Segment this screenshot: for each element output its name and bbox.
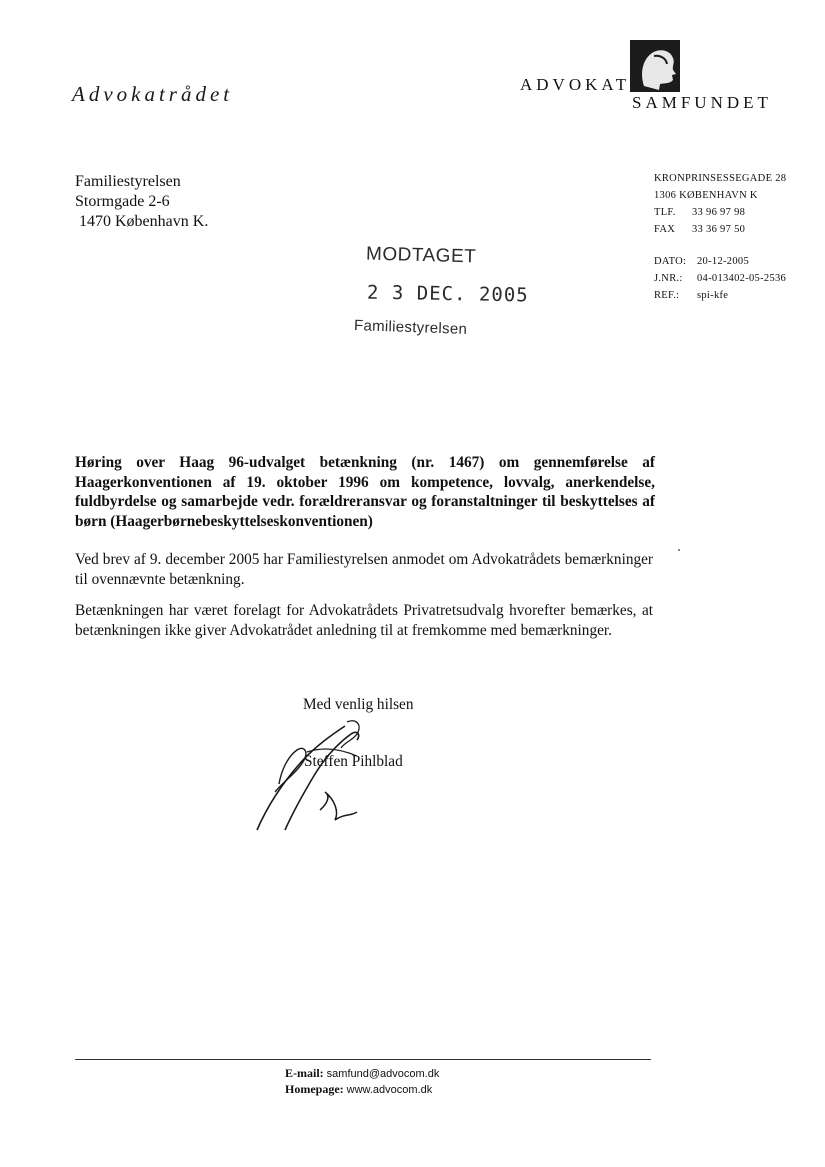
fax-label: FAX [654, 224, 676, 235]
sender-fax [654, 221, 786, 238]
body-paragraph-1: Ved brev af 9. december 2005 har Familiestyrelsen anmodet om Advokatrådets bemærkninger til ovennævnte betænkning. [75, 551, 653, 588]
date-line [654, 253, 786, 270]
body-paragraph-2: Betænkningen har været forelagt for Advokatrådets Privatretsudvalg hvorefter bemærkes, at betænkningen ikke giver Advokatrådet anledning til at fremkomme med bemærkninger. [75, 602, 653, 639]
recipient-street: Stormgade 2-6 [75, 193, 170, 210]
scan-speck [678, 549, 680, 551]
journal-value: 04-013402-05-2536 [697, 273, 787, 284]
profile-head-emblem-icon [630, 40, 680, 92]
received-stamp-date: 2 3 DEC. 2005 [366, 281, 529, 307]
closing-greeting: Med venlig hilsen [303, 696, 414, 713]
sender-city: 1306 KØBENHAVN K [654, 190, 758, 201]
phone-value: 33 96 97 98 [692, 207, 746, 218]
phone-label: TLF. [654, 207, 676, 218]
handwritten-signature [245, 712, 385, 842]
letter-subject: Høring over Haag 96-udvalget betænkning (nr. 1467) om gennemførelse af Haagerkonventionen af 19. oktober 1996 om kompetence, lovvalg, anerkendelse, fuldbyrdelse og samarbejde vedr. forældreransvar og foranstaltninger til beskyttelses af børn (Haagerbørnebeskyttelseskonventionen) [75, 454, 655, 530]
date-label: DATO: [654, 256, 687, 267]
received-stamp-title: MODTAGET [365, 243, 477, 268]
date-value: 20-12-2005 [697, 256, 749, 267]
logo-word-samfundet: SAMFUNDET [632, 93, 772, 112]
journal-line [654, 270, 786, 287]
ref-value: spi-kfe [697, 290, 729, 301]
ref-label: REF.: [654, 290, 680, 301]
sender-contact [654, 170, 786, 238]
fax-value: 33 36 97 50 [692, 224, 746, 235]
email-label: E-mail: [285, 1066, 324, 1080]
letterhead-brand: Advokatrådet [72, 82, 234, 106]
email-value[interactable]: samfund@advocom.dk [326, 1068, 440, 1080]
recipient-city: 1470 København K. [79, 213, 209, 230]
footer-homepage-line [285, 1082, 439, 1098]
received-stamp-org: Familiestyrelsen [353, 317, 468, 338]
recipient-address [75, 172, 208, 232]
footer-email-line [285, 1066, 439, 1082]
logo-word-advokat: ADVOKAT [520, 75, 631, 94]
reference-block [654, 253, 786, 304]
recipient-name: Familiestyrelsen [75, 173, 181, 190]
ref-line [654, 287, 786, 304]
footer-divider [75, 1059, 651, 1060]
homepage-value[interactable]: www.advocom.dk [346, 1084, 433, 1096]
signer-name: Steffen Pihlblad [304, 753, 403, 770]
footer-contact [285, 1066, 439, 1098]
sender-phone [654, 204, 786, 221]
sender-street: KRONPRINSESSEGADE 28 [654, 173, 787, 184]
journal-label: J.NR.: [654, 273, 683, 284]
homepage-label: Homepage: [285, 1082, 344, 1096]
